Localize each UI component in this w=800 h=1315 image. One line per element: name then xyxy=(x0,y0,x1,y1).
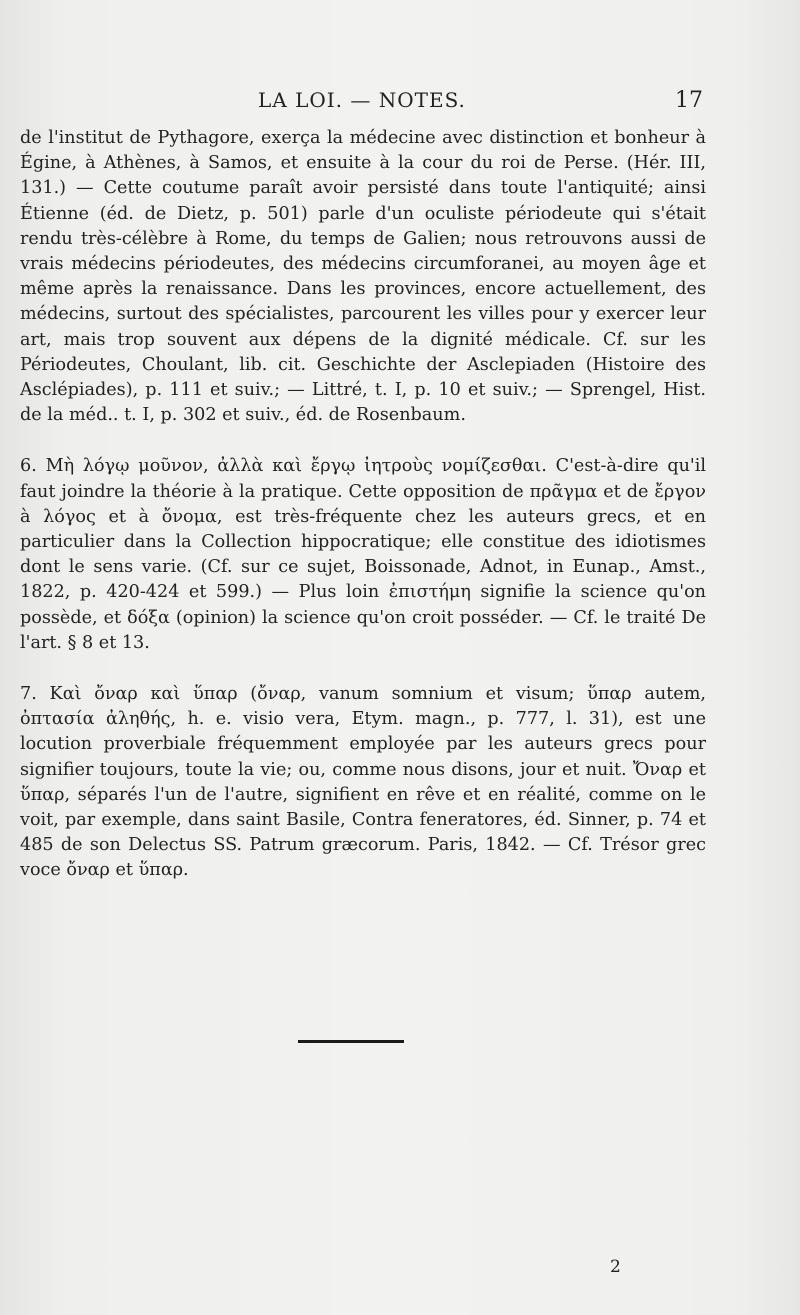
page-header xyxy=(0,88,800,118)
note-paragraph-continuation: de l'institut de Pythagore, exerça la médecine avec distinction et bonheur à Égine, à Athènes, à Samos, et ensuite à la cour du roi de Perse. (Hér. III, 131.) — Cette coutume paraît avoir persisté dans toute l'antiquité; ainsi Étienne (éd. de Dietz, p. 501) parle d'un oculiste périodeute qui s'était rendu très-célèbre à Rome, du temps de Galien; nous retrouvons aussi de vrais médecins périodeutes, des médecins circumforanei, au moyen âge et même après la renaissance. Dans les provinces, encore actuellement, des médecins, surtout des spécialistes, parcourent les villes pour y exercer leur art, mais trop souvent aux dépens de la dignité médicale. Cf. sur les Périodeutes, Choulant, lib. cit. Geschichte der Asclepiaden (Histoire des Asclépiades), p. 111 et suiv.; — Littré, t. I, p. 10 et suiv.; — Sprengel, Hist. de la méd.. t. I, p. 302 et suiv., éd. de Rosenbaum. xyxy=(20,128,706,426)
running-head: LA LOI. — NOTES. xyxy=(258,88,466,112)
page-number: 17 xyxy=(675,88,703,113)
note-paragraph-7: 7. Καὶ ὄναρ καὶ ὕπαρ (ὄναρ, vanum somnium et visum; ὕπαρ autem, ὀπτασία ἀληθής, h. e. visio vera, Etym. magn., p. 777, l. 31), est une locution proverbiale fréquemment employée par les auteurs grecs pour signifier toujours, toute la vie; ou, comme nous disons, jour et nuit. Ὄναρ et ὕπαρ, séparés l'un de l'autre, signifient en rêve et en réalité, comme on le voit, par exemple, dans saint Basile, Contra feneratores, éd. Sinner, p. 74 et 485 de son Delectus SS. Patrum græcorum. Paris, 1842. — Cf. Trésor grec voce ὄναρ et ὕπαρ. xyxy=(20,684,706,881)
note-paragraph-6: 6. Μὴ λόγῳ μοῦνον, ἀλλὰ καὶ ἔργῳ ἰητροὺς νομίζεσθαι. C'est-à-dire qu'il faut joindre la théorie à la pratique. Cette opposition de πρᾶγμα et de ἔργον à λόγος et à ὄνομα, est très-fréquente chez les auteurs grecs, et en particulier dans la Collection hippocratique; elle constitue des idiotismes dont le sens varie. (Cf. sur ce sujet, Boissonade, Adnot, in Eunap., Amst., 1822, p. 420-424 et 599.) — Plus loin ἐπιστήμη signifie la science qu'on possède, et δόξα (opinion) la science qu'on croit posséder. — Cf. le traité De l'art. § 8 et 13. xyxy=(20,456,706,653)
notes-body xyxy=(20,126,706,884)
section-end-rule xyxy=(298,1040,404,1043)
signature-mark: 2 xyxy=(610,1257,621,1277)
